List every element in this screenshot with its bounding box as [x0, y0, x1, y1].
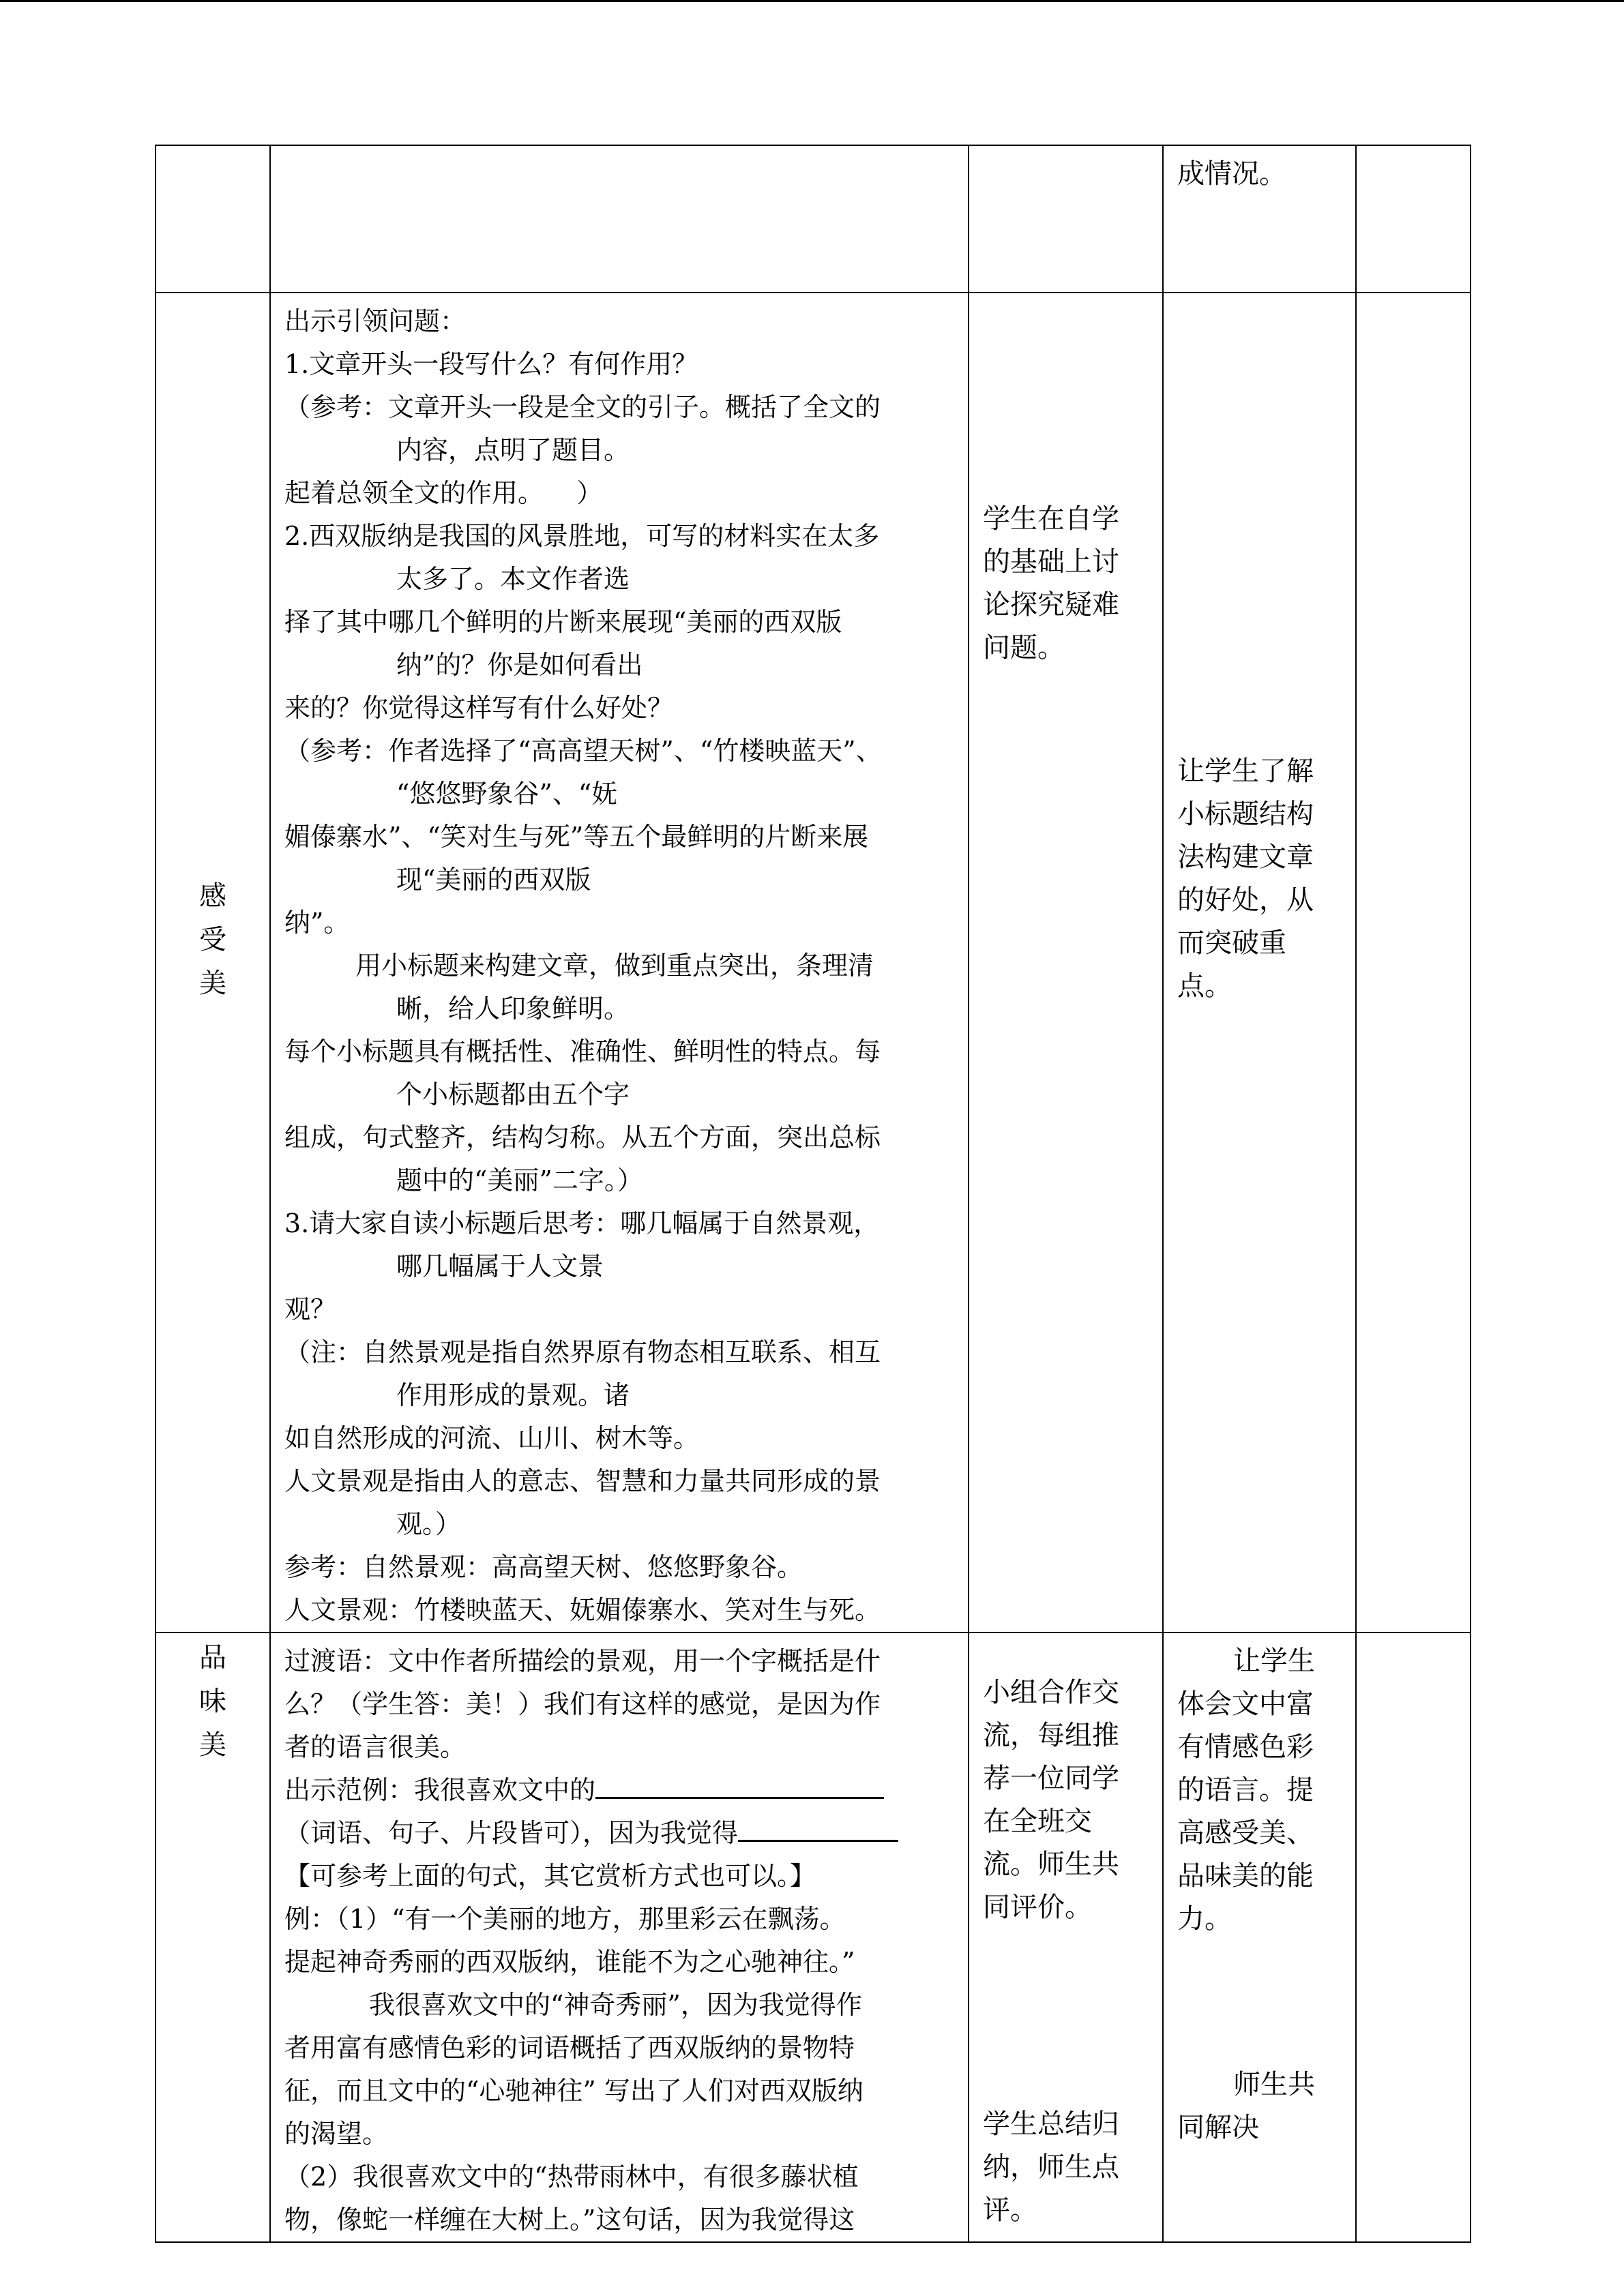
taste-intent-text-a: 让学生 体会文中富 有情感色彩 的语言。提 高感受美、 品味美的能 力。 — [1177, 1645, 1315, 1935]
section-label-taste: 品 味 美 — [199, 1642, 226, 1761]
cell-teacher-activity — [270, 293, 969, 1632]
section-label-feel: 感 受 美 — [199, 880, 226, 999]
cell-design-intent — [1163, 145, 1356, 293]
cell-section-label — [156, 1632, 270, 2242]
taste-student-text-b: 学生总结归 纳，师生点 评。 — [983, 2108, 1119, 2226]
lesson-plan-table — [155, 145, 1471, 2243]
cell-section-label — [156, 145, 270, 293]
cell-notes — [1356, 1632, 1471, 2242]
cell-teacher-activity — [270, 1632, 969, 2242]
answer-blank-2[interactable] — [738, 1815, 898, 1842]
cell-section-label — [156, 293, 270, 1632]
feel-intent-text: 让学生了解 小标题结构 法构建文章 的好处，从 而突破重 点。 — [1177, 756, 1314, 1002]
carryover-text: 成情况。 — [1177, 158, 1286, 190]
table-row-taste-beauty — [156, 1632, 1471, 2242]
taste-intent-text-b: 师生共 同解决 — [1177, 2069, 1315, 2143]
taste-student-text-a: 小组合作交 流，每组推 荐一位同学 在全班交 流。师生共 同评价。 — [983, 1677, 1119, 1923]
feel-teacher-text: 出示引领问题： 1.文章开头一段写什么？有何作用？ （参考：文章开头一段是全文的引子。概括了全文的 内容，点明了题目。 起着总领全文的作用。 ） 2.西双版纳是我国的风景胜地，可写的材料实在太多 太多了。本文作者选 择了其中哪几个鲜明的片断来展现“美丽的西双版 纳”的？你是如何看出 来的？你觉得这样写有什么好处？ （参考：作者选择了“高高望天树”、“竹楼映蓝天”、 “悠悠野象谷”、“妩 媚傣寨水”、“笑对生与死”等五个最鲜明的片断来展 现“美丽的西双版 纳”。 用小标题来构建文章，做到重点突出，条理清 晰，给人印象鲜明。 每个小标题具有概括性、准确性、鲜明性的特点。每 个小标题都由五个字 组成，句式整齐，结构匀称。从五个方面，突出总标 题中的“美丽”二字。） 3.请大家自读小标题后思考：哪几幅属于自然景观， 哪几幅属于人文景 观？ （注：自然景观是指自然界原有物态相互联系、相互 作用形成的景观。诸 如自然形成的河流、山川、树木等。 人文景观是指由人的意志、智慧和力量共同形成的景 观。） 参考：自然景观：高高望天树、悠悠野象谷。 人文景观：竹楼映蓝天、妩媚傣寨水、笑对生与死。 — [284, 306, 882, 1625]
cell-notes — [1356, 145, 1471, 293]
table-row-carryover — [156, 145, 1471, 293]
taste-teacher-text: 过渡语：文中作者所描绘的景观，用一个字概括是什 么？（学生答：美！）我们有这样的感觉，是因为作 者的语言很美。 出示范例：我很喜欢文中的 （词语、句子、片段皆可），因为我觉得 【可参考上面的句式，其它赏析方式也可以。】 例：（1）“有一个美丽的地方，那里彩云在飘荡。 提起神奇秀丽的西双版纳，谁能不为之心驰神往。” 我很喜欢文中的“神奇秀丽”，因为我觉得作 者用富有感情色彩的词语概括了西双版纳的景物特 征，而且文中的“心驰神往” 写出了人们对西双版纳 的渴望。 （2）我很喜欢文中的“热带雨林中，有很多藤状植 物，像蛇一样缠在大树上。”这句话，因为我觉得这 — [271, 1633, 968, 2241]
answer-blank-1[interactable] — [595, 1772, 884, 1799]
cell-notes — [1356, 293, 1471, 1632]
cell-student-activity — [969, 293, 1163, 1632]
table-row-feel-beauty — [156, 293, 1471, 1632]
page-top-border — [0, 0, 1624, 2]
cell-teacher-activity — [270, 145, 969, 293]
cell-student-activity — [969, 1632, 1163, 2242]
cell-design-intent — [1163, 293, 1356, 1632]
cell-student-activity — [969, 145, 1163, 293]
feel-student-text: 学生在自学 的基础上讨 论探究疑难 问题。 — [983, 503, 1119, 664]
cell-design-intent — [1163, 1632, 1356, 2242]
